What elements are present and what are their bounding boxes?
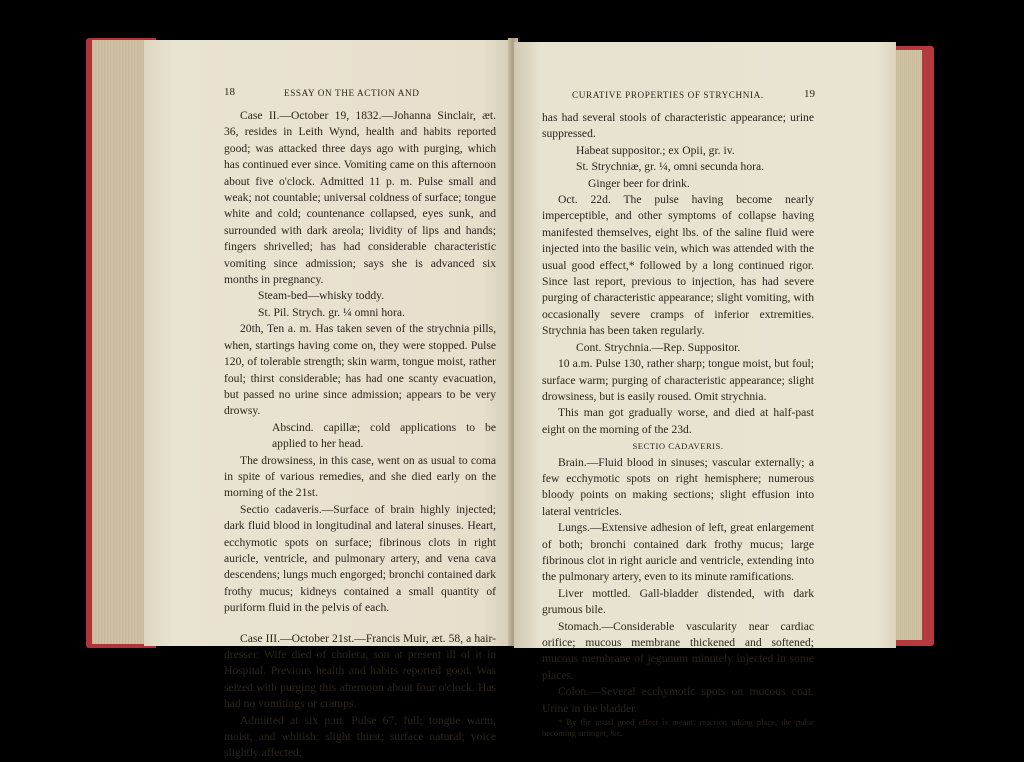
paragraph: Colon.—Several ecchymotic spots on mucous coat. Urine in the bladder. bbox=[542, 685, 814, 715]
prescription-line: St. Strychniæ, gr. ¼, omni secunda hora. bbox=[576, 160, 765, 174]
prescription-line: Cont. Strychnia.—Rep. Suppositor. bbox=[576, 340, 741, 354]
paragraph: This man got gradually worse, and died at half-past eight on the morning of the 23d. bbox=[542, 406, 814, 436]
section-heading: SECTIO CADAVERIS. bbox=[632, 441, 724, 452]
paragraph: Lungs.—Extensive adhesion of left, great enlargement of both; bronchi contained dark frothy mucus; large fibrinous clot in right auricle and ventricle, extending into the pulmonary artery, even to its minute ramifications. bbox=[542, 521, 814, 584]
paragraph: Case II.—October 19, 1832.—Johanna Sinclair, æt. 36, resides in Leith Wynd, health and habits reported good; was attacked three days ago with purging, which has continued ever since. Vomiting came on this afternoon about five o'clock. Admitted 11 p. m. Pulse small and weak; not countable; universal coldness of surface; tongue white and cold; countenance collapsed, eyes sunk, and surrounded with dark areola; lividity of lips and hands; fingers shrivelled; has had considerable characteristic vomiting since admission; says she is advanced six months in pregnancy. bbox=[224, 109, 496, 287]
paragraph: Brain.—Fluid blood in sinuses; vascular externally; a few ecchymotic spots on right hemisphere; numerous bloody points on making sections; slight effusion into lateral ventricles. bbox=[542, 455, 814, 518]
open-book bbox=[78, 36, 940, 760]
footnote: * By the usual good effect is meant, reaction taking place, the pulse becoming stronger, &c. bbox=[542, 717, 814, 739]
left-running-head: ESSAY ON THE ACTION AND bbox=[284, 88, 420, 98]
prescription-line: Habeat suppositor.; ex Opii, gr. iv. bbox=[576, 143, 735, 157]
prescription-line: Steam-bed—whisky toddy. bbox=[258, 289, 385, 303]
paragraph: Liver mottled. Gall-bladder distended, with dark grumous bile. bbox=[542, 586, 814, 617]
prescription-line: St. Pil. Strych. gr. ¼ omni hora. bbox=[258, 305, 405, 319]
paragraph: 10 a.m. Pulse 130, rather sharp; tongue moist, but foul; surface warm; purging of characteristic appearance; slight drowsiness, but is easily roused. Omit strychnia. bbox=[542, 357, 814, 403]
paragraph: Sectio cadaveris.—Surface of brain highly injected; dark fluid blood in longitudinal and lateral sinuses. Heart, ecchymotic spots on surface; fibrinous clots in right auricle, ventricle, and pulmonary artery, and vena cava descendens; lungs much engorged; bronchi contained dark frothy mucus; kidneys contained a small quantity of puriform fluid in the pelvis of each. bbox=[224, 502, 496, 615]
paragraph: Admitted at six p.m. Pulse 67, full; tongue warm, moist, and whitish; slight thirst; surface natural; voice slightly affected; bbox=[224, 713, 496, 760]
paragraph: Oct. 22d. The pulse having become nearly imperceptible, and other symptoms of collapse having manifested themselves, eight lbs. of the saline fluid were injected into the basilic vein, which was attended with the usual good effect,* followed by a long continued rigor. Since last report, previous to injection, has had severe purging of characteristic appearance; slight vomiting, with occasionally severe cramps of inferior extremities. Strychnia has been taken regularly. bbox=[542, 193, 814, 338]
left-page-number: 18 bbox=[224, 86, 235, 98]
right-running-head: CURATIVE PROPERTIES OF STRYCHNIA. bbox=[572, 90, 764, 100]
paragraph: has had several stools of characteristic appearance; urine suppressed. bbox=[542, 111, 814, 141]
paragraph: Stomach.—Considerable vascularity near cardiac orifice; mucous membrane thickened and softened; mucous membrane of jegunum minutely injected in some places. bbox=[542, 619, 814, 682]
paragraph: Case III.—October 21st.—Francis Muir, æt. 58, a hair-dresser. Wife died of cholera, son at present ill of it in Hospital. Previous health and habits reported good. Was seized with purging this afternoon about four o'clock. Has had no vomitings or cramps. bbox=[224, 631, 496, 711]
left-page bbox=[144, 40, 512, 760]
prescription-line: Abscind. capillæ; cold applications to be applied to her head. bbox=[272, 420, 496, 451]
prescription-line: Ginger beer for drink. bbox=[588, 176, 690, 190]
page-edges-right bbox=[896, 50, 922, 640]
paragraph: 20th, Ten a. m. Has taken seven of the strychnia pills, when, startings having come on, they were stopped. Pulse 120, of tolerable strength; skin warm, tongue moist, rather foul; thirst considerable; has had one scanty evacuation, but passed no urine since admission; appears to be very drowsy. bbox=[224, 322, 496, 418]
right-page-body bbox=[542, 110, 814, 739]
right-page bbox=[514, 42, 896, 739]
paragraph: The drowsiness, in this case, went on as usual to coma in spite of various remedies, and she died early on the morning of the 21st. bbox=[224, 453, 496, 500]
left-page-body bbox=[224, 108, 496, 762]
right-page-number: 19 bbox=[804, 88, 815, 100]
